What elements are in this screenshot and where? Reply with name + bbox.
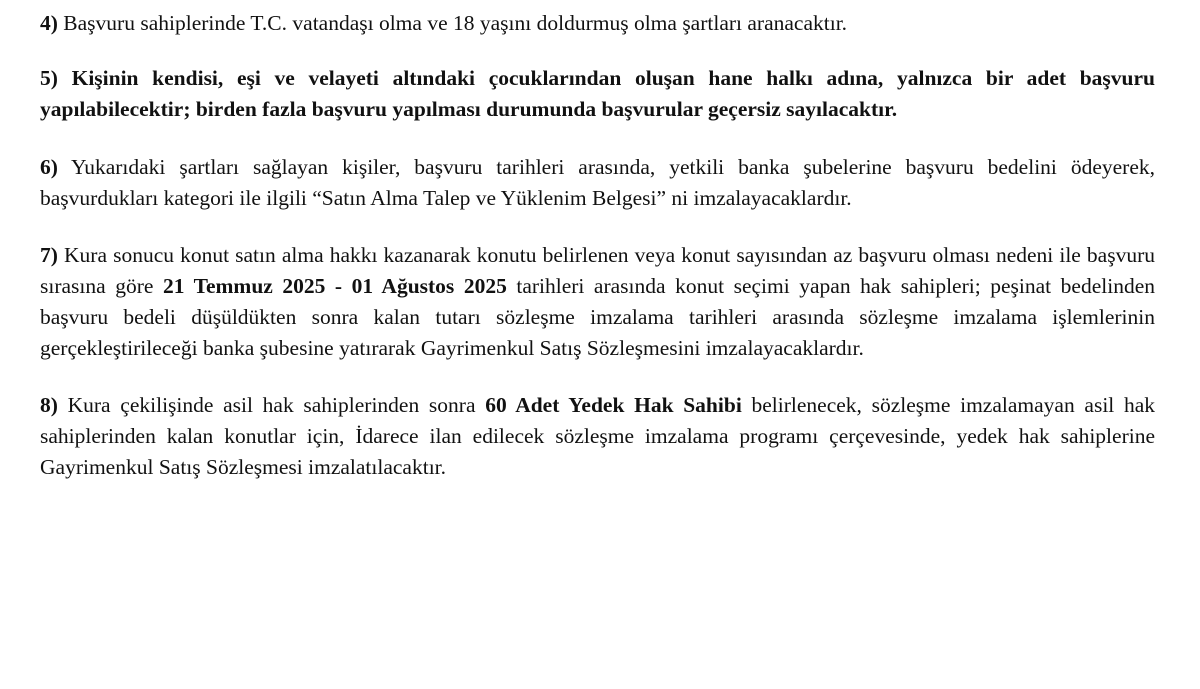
- clause-number: 7): [40, 243, 58, 267]
- clause-text: Başvuru sahiplerinde T.C. vatandaşı olma ve 18 yaşını doldurmuş olma şartları aranacaktır.: [57, 11, 848, 35]
- date-range-bold: 21 Temmuz 2025 - 01 Ağustos 2025: [162, 274, 507, 298]
- clause-text-before: Kura sonucu konut satın alma hakkı kazanarak konutu belirlenen veya konut sayısından az başvuru olması nedeni ile başvuru sırasına göre: [40, 243, 1155, 298]
- clause-text: Yukarıdaki şartları sağlayan kişiler, başvuru tarihleri arasında, yetkili banka şubelerine başvuru bedelini ödeyerek, başvurdukları kategori ile ilgili “Satın Alma Talep ve Yüklenim Belgesi” ni imzalayacaklardır.: [40, 155, 1155, 210]
- clause-4: [40, 8, 1155, 39]
- clause-7: [40, 240, 1155, 364]
- clause-number: 5): [40, 66, 58, 90]
- clause-text-before: Kura çekilişinde asil hak sahiplerinden sonra: [57, 393, 486, 417]
- clause-text: Kişinin kendisi, eşi ve velayeti altındaki çocuklarından oluşan hane halkı adına, yalnızca bir adet başvuru yapılabilecektir; birden fazla başvuru yapılması durumunda başvurular geçersiz sayılacaktır.: [40, 66, 1155, 121]
- reserve-count-bold: 60 Adet Yedek Hak Sahibi: [485, 393, 742, 417]
- clause-text-after: belirlenecek, sözleşme imzalamayan asil hak sahiplerinden kalan konutlar için, İdarece ilan edilecek sözleşme imzalama programı çerçevesinde, yedek hak sahiplerine Gayrimenkul Satış Sözleşmesi imzalatılacaktır.: [40, 393, 1156, 479]
- clause-8: [40, 390, 1155, 483]
- clause-number: 8): [40, 393, 58, 417]
- clause-number: 6): [40, 155, 58, 179]
- clause-number: 4): [40, 11, 58, 35]
- clause-text-after: tarihleri arasında konut seçimi yapan hak sahipleri; peşinat bedelinden başvuru bedeli düşüldükten sonra kalan tutarı sözleşme imzalama tarihleri arasında sözleşme imzalama işlemlerinin gerçekleştirileceği banka şubesine yatırarak Gayrimenkul Satış Sözleşmesini imzalayacaklardır.: [40, 274, 1155, 360]
- clause-6: [40, 152, 1155, 214]
- clause-5: [40, 63, 1155, 125]
- document-page: [40, 8, 1155, 509]
